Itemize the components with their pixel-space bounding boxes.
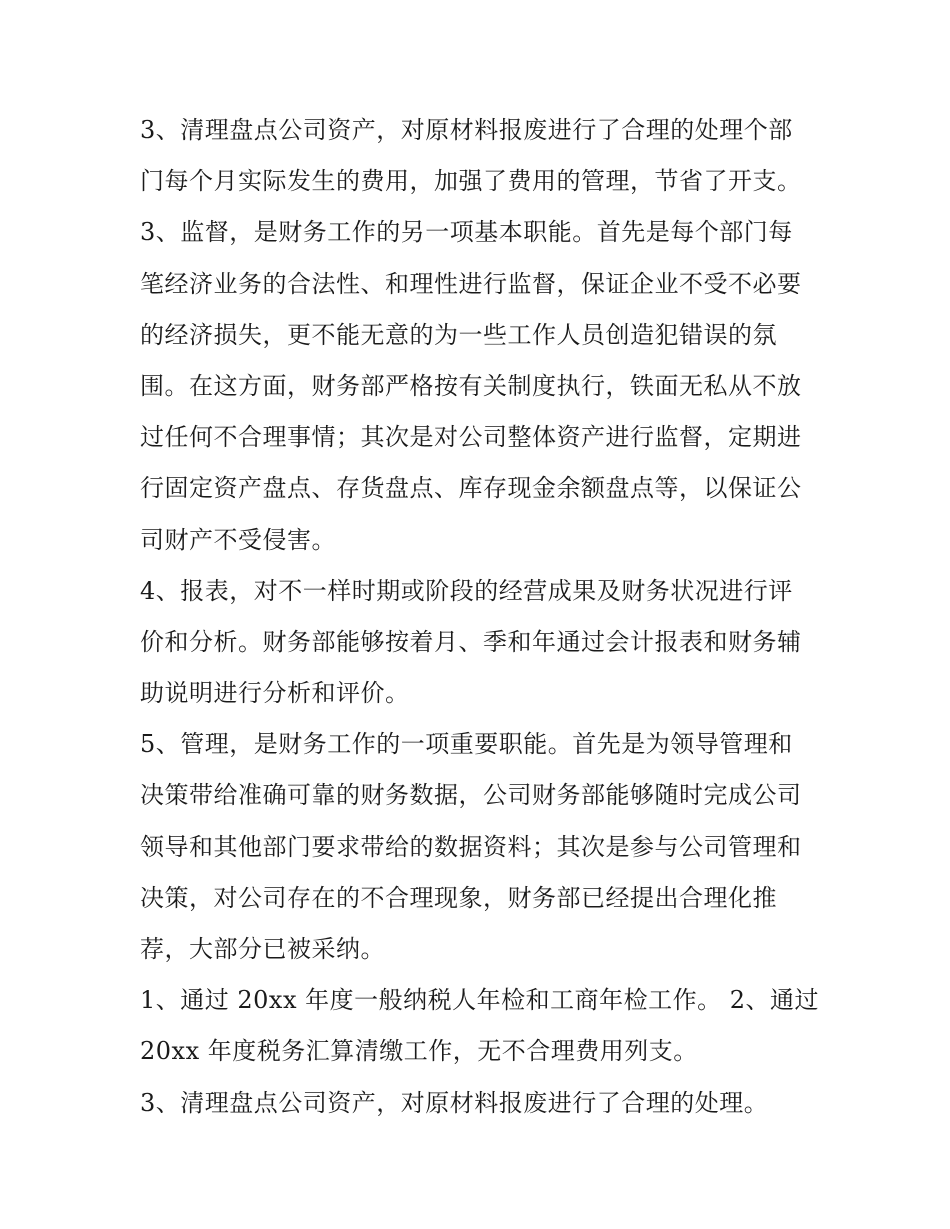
text-line: 4、报表，对不一样时期或阶段的经营成果及财务状况进行评 [140, 576, 793, 605]
text-line: 助说明进行分析和评价。 [140, 679, 410, 708]
text-line: 过任何不合理事情；其次是对公司整体资产进行监督，定期进 [140, 423, 802, 452]
document-body [140, 105, 820, 1129]
text-line: 领导和其他部门要求带给的数据资料；其次是参与公司管理和 [140, 832, 802, 861]
text-line: 行固定资产盘点、存货盘点、库存现金余额盘点等，以保证公 [140, 474, 802, 503]
text-line: 门每个月实际发生的费用，加强了费用的管理，节省了开支。 [140, 167, 802, 196]
text-line: 20xx 年度税务汇算清缴工作，无不合理费用列支。 [140, 1037, 698, 1066]
text-line: 5、管理，是财务工作的一项重要职能。首先是为领导管理和 [140, 730, 793, 759]
text-line: 1、通过 20xx 年度一般纳税人年检和工商年检工作。 2、通过 [140, 986, 820, 1015]
paragraph-supervision [140, 207, 820, 565]
text-line: 围。在这方面，财务部严格按有关制度执行，铁面无私从不放 [140, 371, 802, 400]
text-line: 决策带给准确可靠的财务数据，公司财务部能够随时完成公司 [140, 781, 802, 810]
text-line: 3、监督，是财务工作的另一项基本职能。首先是每个部门每 [140, 218, 793, 247]
text-line: 的经济损失，更不能无意的为一些工作人员创造犯错误的氛 [140, 320, 777, 349]
text-line: 价和分析。财务部能够按着月、季和年通过会计报表和财务辅 [140, 627, 802, 656]
paragraph-asset-cleanup [140, 105, 820, 207]
paragraph-reports [140, 566, 820, 720]
text-line: 3、清理盘点公司资产，对原材料报废进行了合理的处理个部 [140, 116, 793, 144]
text-line: 荐，大部分已被采纳。 [140, 935, 385, 963]
text-line: 3、清理盘点公司资产，对原材料报废进行了合理的处理。 [140, 1088, 769, 1117]
text-line: 笔经济业务的合法性、和理性进行监督，保证企业不受不必要 [140, 269, 802, 298]
paragraph-management [140, 719, 820, 975]
paragraph-asset-cleanup-final [140, 1078, 820, 1129]
paragraph-inspections [140, 975, 820, 1077]
text-line: 决策，对公司存在的不合理现象，财务部已经提出合理化推 [140, 883, 777, 912]
text-line: 司财产不受侵害。 [140, 525, 336, 554]
